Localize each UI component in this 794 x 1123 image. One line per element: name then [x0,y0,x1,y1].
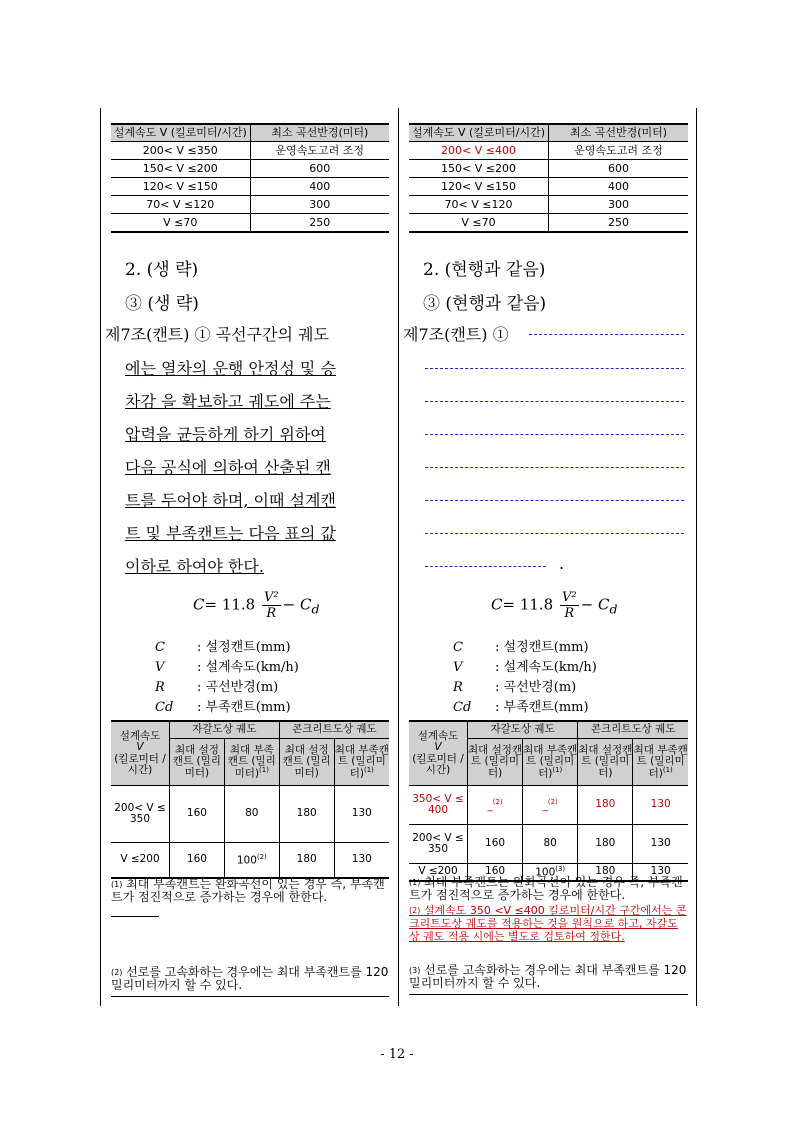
cell-value: 80 [523,825,578,864]
item-3: ③ (생 략) [125,294,199,314]
article-line: 트 및 부족캔트는 다음 표의 값 [125,524,336,543]
cell-radius: 400 [549,178,689,196]
var-symbol: V [155,660,165,675]
footnote-text: 선로를 고속화하는 경우에는 최대 부족캔트를 120밀리미터까지 할 수 있다. [111,965,389,992]
article-line: 에는 열차의 운행 안정성 및 승 [125,359,336,378]
var-desc: : 설정캔트(mm) [197,640,291,655]
cell-speed: 150< V ≤200 [111,160,250,178]
cell-value [468,786,523,825]
sup-mark: (1) [662,765,673,774]
table-row [111,178,389,196]
footnote-separator [111,916,159,917]
cell-speed: 150< V ≤200 [409,160,549,178]
var-symbol: C [155,640,165,655]
omitted-text-dashes [425,467,684,468]
formula-denominator: R [266,606,277,621]
header-max-def-label: 최대 부족캔트 (밀리미터) [633,743,688,780]
var-symbol: R [155,680,165,695]
cell-value-text: _ [487,799,493,812]
footnote-2 [111,966,389,992]
cell-value: 160 [468,864,523,882]
bottom-rule [111,996,389,997]
omitted-text-dashes [425,566,546,567]
cell-speed: V ≤70 [111,214,250,233]
footnote-text: 설계속도 350 <V ≤400 킬로미터/시간 구간에서는 콘크리트도상 궤도를 적용하는 것을 원칙으로 하고, 자갈도상 궤도 적용 시에는 별도로 검토하여 정한다. [409,904,687,943]
var-desc: : 설계속도(km/h) [197,660,299,675]
header-max-cant: 최대 설정캔트 (밀리미터) [170,739,225,786]
cell-value: 180 [279,786,334,843]
variable-list [453,636,597,716]
variable-list [155,636,299,716]
table-row [409,160,688,178]
footnote-mark: (1) [111,880,123,889]
article-line [105,322,329,345]
cell-value: 180 [578,825,633,864]
table-row [111,214,389,233]
cell-speed: 70< V ≤120 [409,196,549,214]
cell-value: 130 [633,786,688,825]
header-max-deficiency [334,739,389,786]
var-desc: : 설정캔트(mm) [495,640,589,655]
min-radius-table-current [111,123,389,233]
var-symbol: Cd [155,700,174,715]
header-max-cant: 최대 설정캔트 (밀리미터) [279,739,334,786]
var-symbol: C [453,640,463,655]
variable-row [453,696,597,716]
article-title: 제7조(캔트) ① [403,325,509,344]
variable-row [453,676,597,696]
header-max-deficiency [523,739,578,786]
variable-row [155,696,299,716]
header-ballast: 자갈도상 궤도 [170,721,280,739]
cell-value-text: 100 [535,866,556,879]
footnote-text: 최대 부족캔트는 완화곡선이 있는 경우 즉, 부족캔트가 점진적으로 증가하는 경우에 한한다. [409,875,683,902]
footnote-mark: (1) [409,878,421,887]
formula-numerator: V² [562,590,577,605]
cell-value: 160 [170,843,225,879]
sup-mark: (1) [363,765,374,774]
footnote-1 [409,876,688,902]
table-row [111,196,389,214]
header-concrete: 콘크리트도상 궤도 [279,721,389,739]
item-3: ③ (현행과 같음) [423,294,547,314]
cell-radius: 운영속도고려 조정 [549,142,689,160]
header-speed [409,721,468,786]
table-row [111,786,389,843]
formula-denominator: R [564,606,575,621]
cell-speed: 200< V ≤ 350 [409,825,468,864]
cell-value-text: 100 [236,854,257,867]
cell-speed: 120< V ≤150 [409,178,549,196]
right-column [398,108,697,1006]
page-number: - 12 - [380,1047,414,1062]
var-desc: : 곡선반경(m) [495,680,577,695]
variable-row [453,636,597,656]
header-ballast: 자갈도상 궤도 [468,721,578,739]
article-line: 압력을 균등하게 하기 위하여 [125,425,326,444]
omitted-text-dashes [425,434,684,435]
cell-speed: V ≤200 [111,843,170,879]
footnote-mark: (3) [409,966,421,975]
formula-tail-sub: d [609,601,618,617]
omitted-text-dashes [425,401,684,402]
formula-tail: − C [580,595,610,614]
cell-value: 80 [224,786,279,843]
omitted-text-dashes [425,368,684,369]
variable-row [155,676,299,696]
header-max-cant: 최대 설정캔트 (밀리미터) [578,739,633,786]
cell-speed: 200< V ≤350 [111,142,250,160]
table-row [111,142,389,160]
end-mark: . [559,554,565,573]
cell-value: 180 [279,843,334,879]
footnote-3 [409,964,688,990]
table-row [111,843,389,879]
var-desc: : 설계속도(km/h) [495,660,597,675]
cell-value: 180 [578,864,633,882]
var-symbol: V [453,660,463,675]
cell-radius: 400 [250,178,389,196]
footnote-1 [111,878,389,904]
sup-mark: (3) [555,864,566,873]
article-line: 차감 을 확보하고 궤도에 주는 [125,392,331,411]
header-max-deficiency [224,739,279,786]
header-design-speed: 설계속도 V (킬로미터/시간) [409,124,549,142]
footnote-2-new [409,904,688,943]
cell-speed: 350< V ≤ 400 [409,786,468,825]
cell-speed: V ≤200 [409,864,468,882]
formula-tail: − C [282,595,312,614]
formula-coefficient: = 11.8 [502,595,554,614]
var-desc: : 곡선반경(m) [197,680,279,695]
omitted-text-dashes [425,500,684,501]
header-speed-label: 설계속도 [119,730,161,743]
cell-value-text: _ [542,799,548,812]
cant-table-current [111,720,389,879]
cell-radius: 250 [549,214,689,233]
cell-value: 160 [170,786,225,843]
cant-table-revised [409,720,688,882]
left-column [100,108,397,1006]
cell-radius: 600 [549,160,689,178]
sup-mark: (1) [259,765,269,774]
formula-fraction [262,590,281,621]
header-min-radius: 최소 곡선반경(미터) [250,124,389,142]
header-concrete: 콘크리트도상 궤도 [578,721,688,739]
table-row [409,196,688,214]
cell-speed: 200< V ≤ 350 [111,786,170,843]
sup-mark: (2) [256,852,267,861]
cant-formula [193,590,319,621]
header-speed-label: 설계속도 [417,730,459,743]
var-symbol: Cd [453,700,472,715]
cell-speed: V ≤70 [409,214,549,233]
header-max-def-label: 최대 부족캔트 (밀리미터) [227,743,276,780]
header-max-def-label: 최대 부족캔트 (밀리미터) [334,743,389,780]
sup-mark: (1) [552,765,563,774]
table-row [111,160,389,178]
formula-lhs: C [491,595,503,614]
article-line: 이하로 하여야 한다. [125,557,264,576]
article-line: 다음 공식에 의하여 산출된 캔 [125,458,331,477]
header-design-speed: 설계속도 V (킬로미터/시간) [111,124,250,142]
cell-value [224,843,279,879]
cell-value: 160 [468,825,523,864]
table-row [409,142,688,160]
cell-value: 130 [334,786,389,843]
bottom-rule [409,994,688,995]
omitted-text-dashes [529,334,684,335]
cell-speed: 120< V ≤150 [111,178,250,196]
cell-value: 130 [633,864,688,882]
table-row [409,178,688,196]
table-row [409,825,688,864]
header-unit: (킬로미터 /시간) [114,752,166,776]
sup-mark: (2) [547,797,558,806]
cell-value: 130 [334,843,389,879]
var-desc: : 부족캔트(mm) [197,700,291,715]
cell-value: 130 [633,825,688,864]
footnote-mark: (2) [409,906,421,915]
header-v: V [434,741,442,754]
min-radius-table-revised [409,123,688,233]
sup-mark: (2) [492,797,503,806]
omitted-text-dashes [425,533,684,534]
header-min-radius: 최소 곡선반경(미터) [549,124,689,142]
item-2: 2. (생 략) [125,260,199,280]
cell-radius: 300 [549,196,689,214]
cell-speed: 70< V ≤120 [111,196,250,214]
cant-formula [491,590,617,621]
formula-lhs: C [193,595,205,614]
cell-speed-revised: 200< V ≤400 [409,142,549,160]
cell-radius: 250 [250,214,389,233]
header-max-def-label: 최대 부족캔트 (밀리미터) [523,743,578,780]
header-max-cant: 최대 설정캔트 (밀리미터) [468,739,523,786]
header-v: V [136,741,144,754]
cell-radius: 운영속도고려 조정 [250,142,389,160]
var-desc: : 부족캔트(mm) [495,700,589,715]
variable-row [155,636,299,656]
cell-radius: 600 [250,160,389,178]
formula-tail-sub: d [311,601,320,617]
cell-value [523,786,578,825]
table-row-new [409,786,688,825]
article-line: 트를 두어야 하며, 이때 설계캔 [125,491,336,510]
footnote-text: 선로를 고속화하는 경우에는 최대 부족캔트를 120밀리미터까지 할 수 있다. [409,963,687,990]
header-speed [111,721,170,786]
footnote-mark: (2) [111,968,123,977]
article-title: 제7조(캔트) ① 곡선구간의 궤도 [105,325,329,344]
footnote-text: 최대 부족캔트는 완화곡선이 있는 경우 즉, 부족캔트가 점진적으로 증가하는 경우에 한한다. [111,877,385,904]
header-unit: (킬로미터 /시간) [412,752,464,776]
item-2: 2. (현행과 같음) [423,260,546,280]
var-symbol: R [453,680,463,695]
variable-row [155,656,299,676]
header-max-deficiency [633,739,688,786]
cell-value: 180 [578,786,633,825]
formula-fraction [560,590,579,621]
variable-row [453,656,597,676]
formula-numerator: V² [264,590,279,605]
formula-coefficient: = 11.8 [204,595,256,614]
cell-radius: 300 [250,196,389,214]
table-row [409,214,688,233]
